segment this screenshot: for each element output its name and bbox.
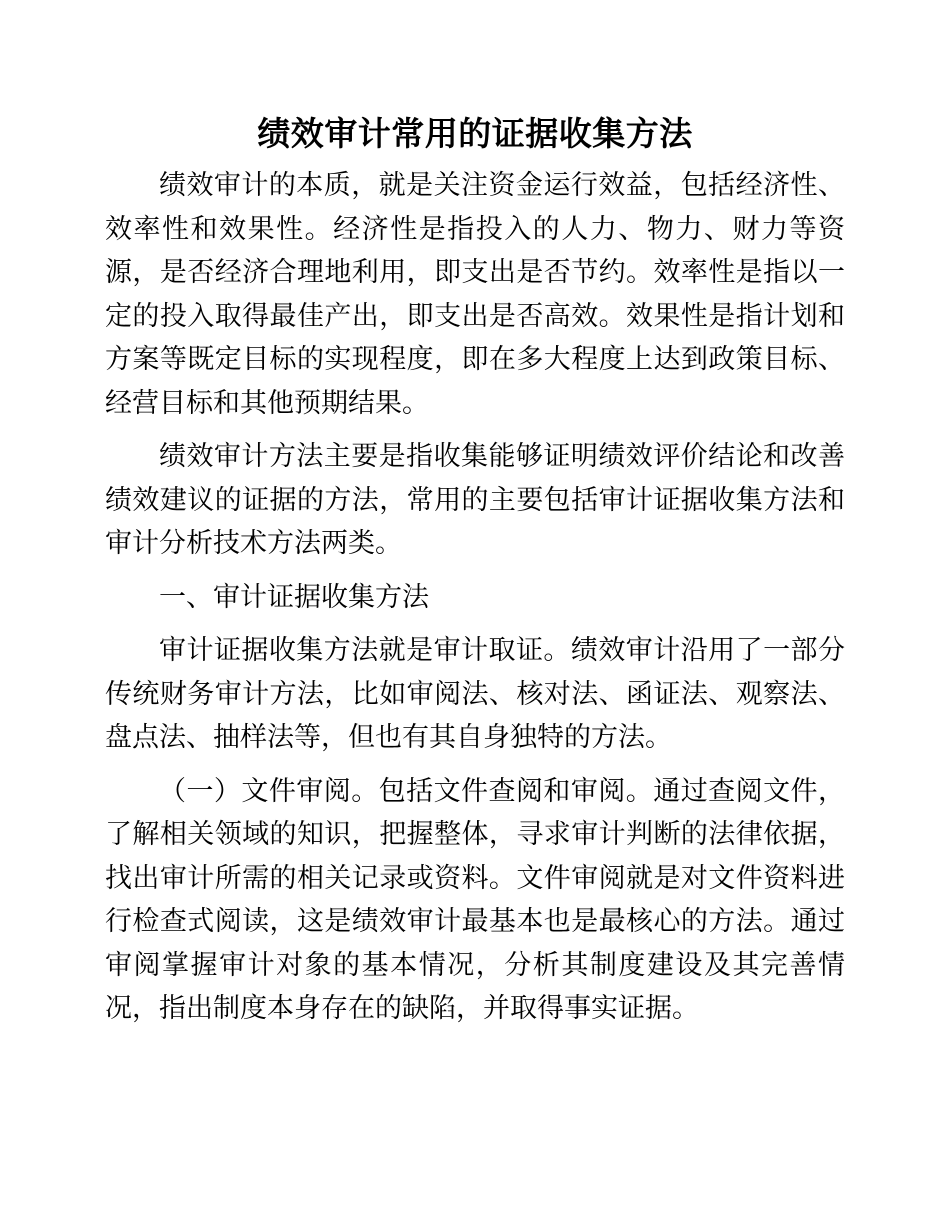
paragraph-document-review: （一）文件审阅。包括文件查阅和审阅。通过查阅文件，了解相关领域的知识，把握整体，寻求审计判断的法律依据，找出审计所需的相关记录或资料。文件审阅就是对文件资料进行检查式阅读，这是绩效审计最基本也是最核心的方法。通过审阅掌握审计对象的基本情况，分析其制度建设及其完善情况，指出制度本身存在的缺陷，并取得事实证据。	[105, 775, 845, 1024]
paragraph-evidence-collection: 审计证据收集方法就是审计取证。绩效审计沿用了一部分传统财务审计方法，比如审阅法、核对法、函证法、观察法、盘点法、抽样法等，但也有其自身独特的方法。	[105, 635, 845, 753]
section-heading-evidence-collection: 一、审计证据收集方法	[159, 581, 429, 613]
paragraph-intro: 绩效审计的本质，就是关注资金运行效益，包括经济性、效率性和效果性。经济性是指投入的人力、物力、财力等资源，是否经济合理地利用，即支出是否节约。效率性是指以一定的投入取得最佳产出，即支出是否高效。效果性是指计划和方案等既定目标的实现程度，即在多大程度上达到政策目标、经营目标和其他预期结果。	[105, 170, 845, 419]
document-title: 绩效审计常用的证据收集方法	[257, 114, 693, 153]
paragraph-methods-overview: 绩效审计方法主要是指收集能够证明绩效评价结论和改善绩效建议的证据的方法，常用的主要包括审计证据收集方法和审计分析技术方法两类。	[105, 441, 845, 559]
